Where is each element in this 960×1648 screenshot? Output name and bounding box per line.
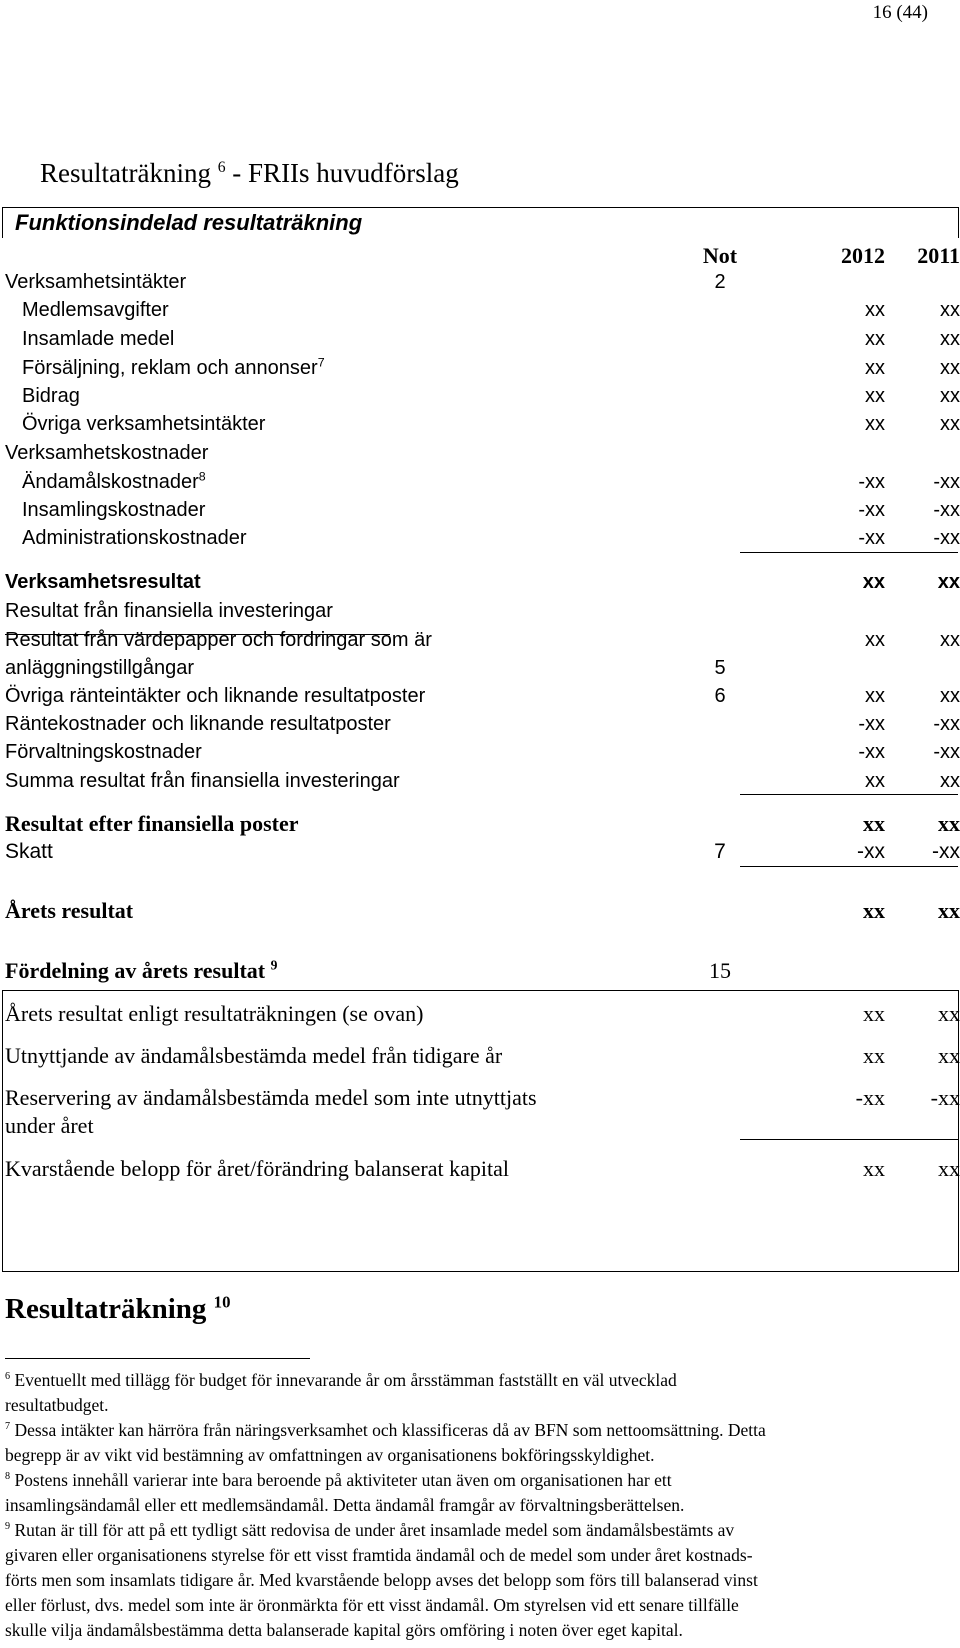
distribution-row [0, 957, 960, 985]
row-value-2011: -xx [933, 499, 960, 521]
row-label: Summa resultat från finansiella investeringar [5, 770, 400, 792]
row-value-2012: xx [865, 629, 885, 651]
row-label: Insamlade medel [22, 328, 175, 350]
row-value-2011: -xx [933, 741, 960, 763]
sum-line-4 [740, 1139, 958, 1140]
row-label: Kvarstående belopp för året/förändring balanserat kapital [5, 1156, 509, 1181]
row-not: 7 [714, 840, 726, 863]
row-value-2011: xx [937, 571, 960, 593]
heading-underline [5, 634, 390, 635]
row-value-2012: -xx [858, 527, 885, 549]
sum-line-3 [740, 866, 958, 867]
footnote [5, 1418, 935, 1468]
table-row [0, 468, 960, 496]
row-value-2012: xx [865, 357, 885, 379]
row-value-2011: xx [940, 629, 960, 651]
second-title: Resultaträkning $^{10}$ [5, 1292, 231, 1325]
footnote [5, 1518, 935, 1643]
table-row [0, 682, 960, 710]
row-value-2011: xx [938, 1001, 960, 1026]
row-label: Administrationskostnader [22, 527, 247, 549]
row-value-2012: -xx [858, 713, 885, 735]
table-row [0, 439, 960, 467]
row-value-2012: xx [862, 571, 885, 593]
row-value-2012: xx [865, 770, 885, 792]
row-value-2011: xx [940, 328, 960, 350]
row-value-2012: xx [865, 413, 885, 435]
row-value-2011: xx [940, 385, 960, 407]
row-label: Övriga ränteintäkter och liknande resultatposter [5, 685, 426, 707]
row-label: Insamlingskostnader [22, 499, 206, 521]
distribution-box [2, 990, 959, 1272]
row-not: 2 [714, 271, 726, 293]
row-value-2011: xx [938, 1043, 960, 1068]
row-not: 6 [714, 685, 726, 707]
footnote-line: givaren eller organisationens styrelse för ett visst framtida ändamål och de medel som under året kostnads- [5, 1545, 753, 1565]
row-value-2011: xx [940, 413, 960, 435]
footnote-line: begrepp är av vikt vid bestämning av omfattningen av organisationens bokföringsskyldighet. [5, 1445, 655, 1465]
section-title: Funktionsindelad resultaträkning [15, 210, 363, 235]
footnote-line: $^8$ Postens innehåll varierar inte bara beroende på aktiviteter utan även om organisationen har ett [5, 1470, 672, 1490]
table-row [0, 738, 960, 766]
footnote-ref: 8 [198, 469, 206, 484]
row-label: Reservering av ändamålsbestämda medel som inte utnyttjats [5, 1085, 537, 1110]
table-row [0, 296, 960, 324]
table-row [0, 524, 960, 552]
row-value-2012: -xx [855, 1085, 885, 1110]
row-value-2012: -xx [857, 840, 885, 863]
table-row [0, 897, 960, 925]
footnote-number: 6 [5, 1371, 11, 1383]
footnote-number: 9 [5, 1521, 11, 1533]
table-row [0, 838, 960, 866]
column-header-row [0, 242, 960, 270]
row-value-2012: -xx [858, 741, 885, 763]
footnote-line: skulle vilja ändamålsbestämma detta balanserade kapital görs omföring i noten över eget kapital. [5, 1620, 683, 1640]
row-value-2011: -xx [933, 471, 960, 493]
sum-line-1 [740, 552, 958, 553]
row-value-2011: xx [938, 1156, 960, 1181]
row-label: Årets resultat [5, 898, 134, 923]
row-value-2011: xx [938, 898, 960, 923]
footnote-number: 7 [5, 1421, 11, 1433]
page-title: Resultaträkning $^6$ - FRIIs huvudförslag [40, 158, 459, 188]
table-row [0, 654, 960, 682]
row-value-2012: -xx [858, 471, 885, 493]
row-label: Medlemsavgifter [22, 299, 169, 321]
table-row [0, 568, 960, 596]
footnote-line: $^7$ Dessa intäkter kan härröra från näringsverksamhet och klassificeras då av BFN som nettoomsättning. Detta [5, 1420, 766, 1440]
row-value-2012: xx [865, 385, 885, 407]
row-label: Räntekostnader och liknande resultatposter [5, 713, 391, 735]
table-row [0, 325, 960, 353]
footnote-line: eller förlust, dvs. medel som inte är öronmärkta för ett visst ändamål. Om styrelsen vid ett senare tillfälle [5, 1595, 739, 1615]
row-value-2012: xx [865, 299, 885, 321]
second-title-footnote-ref: 10 [213, 1292, 231, 1312]
row-value-2011: xx [940, 685, 960, 707]
row-label: Verksamhetskostnader [5, 442, 209, 464]
sum-line-2 [740, 794, 958, 795]
row-value-2012: xx [863, 811, 885, 836]
footnote-number: 8 [5, 1471, 11, 1483]
row-value-2012: xx [863, 898, 885, 923]
table-row [0, 496, 960, 524]
row-label: Årets resultat enligt resultaträkningen (se ovan) [5, 1001, 424, 1026]
row-value-2011: -xx [933, 713, 960, 735]
row-value-2011: xx [938, 811, 960, 836]
row-value-2011: xx [940, 357, 960, 379]
row-not: 15 [709, 958, 731, 983]
table-row [0, 410, 960, 438]
row-value-2012: xx [863, 1001, 885, 1026]
footnote-ref: 7 [317, 355, 325, 370]
footnote-line: $^6$ Eventuellt med tillägg för budget för innevarande år om årsstämman fastställt en väl utvecklad [5, 1370, 677, 1390]
row-value-2012: xx [863, 1043, 885, 1068]
row-label: Verksamhetsresultat [5, 571, 201, 593]
row-label: under året [5, 1113, 94, 1138]
footnote-ref: 9 [270, 957, 278, 973]
header-2012: 2012 [841, 243, 885, 268]
table-row [0, 354, 960, 382]
footnote-line: förts men som insamlats tidigare år. Med kvarstående belopp avses det belopp som förs till balanserad vinst [5, 1570, 758, 1590]
row-value-2011: -xx [930, 1085, 960, 1110]
table-row [0, 710, 960, 738]
row-label: Ändamålskostnader$^8$ [22, 469, 206, 493]
table-row [0, 810, 960, 838]
row-value-2011: xx [940, 299, 960, 321]
row-label: anläggningstillgångar [5, 657, 195, 679]
row-not: 5 [714, 657, 726, 679]
row-label: Förvaltningskostnader [5, 741, 202, 763]
row-value-2012: -xx [858, 499, 885, 521]
row-value-2011: -xx [933, 527, 960, 549]
row-label: Resultat från finansiella investeringar [5, 600, 333, 622]
title-footnote-ref: 6 [217, 159, 226, 176]
table-row [0, 767, 960, 795]
row-value-2012: xx [865, 328, 885, 350]
page-number: 16 (44) [872, 2, 928, 23]
row-value-2012: xx [863, 1156, 885, 1181]
table-row [0, 268, 960, 296]
header-2011: 2011 [917, 243, 960, 268]
footnote-line: $^9$ Rutan är till för att på ett tydligt sätt redovisa de under året insamlade medel som ändamålsbestämts av [5, 1520, 735, 1540]
row-label: Utnyttjande av ändamålsbestämda medel från tidigare år [5, 1043, 503, 1068]
row-label: Försäljning, reklam och annonser$^7$ [22, 355, 325, 379]
row-label: Verksamhetsintäkter [5, 271, 187, 293]
row-label: Bidrag [22, 385, 80, 407]
table-row [0, 382, 960, 410]
row-label: Resultat efter finansiella poster [5, 811, 299, 836]
table-row [0, 626, 960, 654]
row-label: Fördelning av årets resultat $^9$ [5, 957, 278, 983]
header-not: Not [702, 243, 738, 268]
row-label: Skatt [5, 840, 53, 863]
row-label: Resultat från värdepapper och fordringar som är [5, 629, 432, 651]
row-value-2012: xx [865, 685, 885, 707]
footnote-line: insamlingsändamål eller ett medlemsändamål. Detta ändamål framgår av förvaltningsberättelsen. [5, 1495, 685, 1515]
footnote-line: resultatbudget. [5, 1395, 109, 1415]
table-row [0, 597, 960, 625]
footnote [5, 1468, 935, 1518]
row-label: Övriga verksamhetsintäkter [22, 413, 266, 435]
footnote [5, 1368, 935, 1418]
row-value-2011: -xx [932, 840, 960, 863]
row-value-2011: xx [940, 770, 960, 792]
footnote-rule [5, 1358, 310, 1359]
